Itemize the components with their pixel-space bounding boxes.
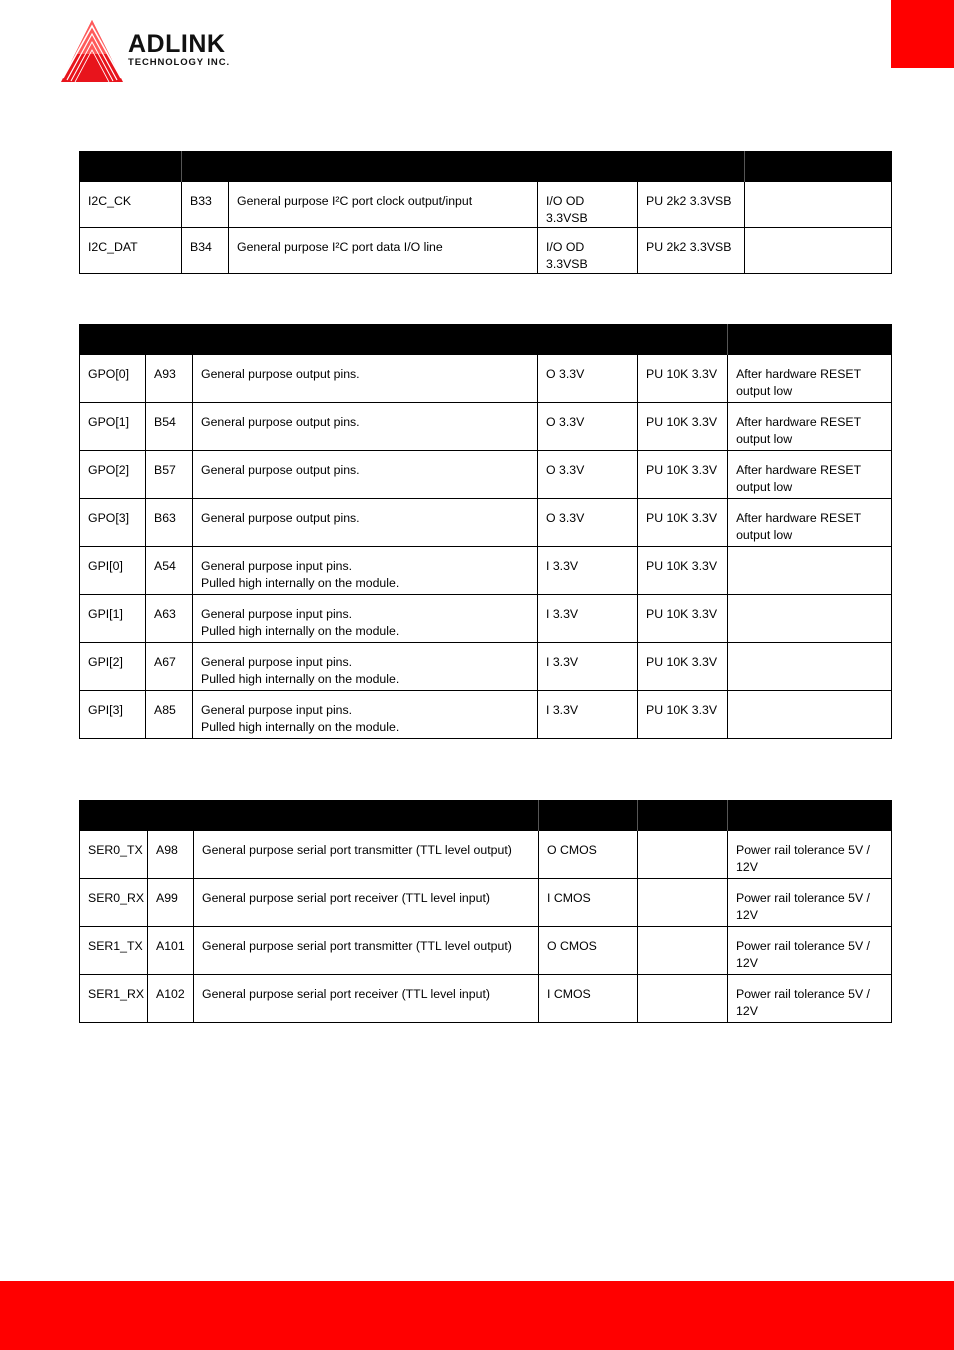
gpio-signal-table [79,324,892,739]
comment-line: Power rail tolerance 5V / [736,987,870,1001]
description-line: General purpose input pins. [201,655,353,669]
description-cell: General purpose I²C port clock output/input [229,182,538,228]
header-cell [80,324,728,355]
io-cell: I CMOS [539,879,638,927]
signal-cell: I2C_DAT [80,228,182,274]
description-line: Pulled high internally on the module. [201,624,400,638]
header-cell [745,151,892,182]
pin-cell: A98 [148,831,194,879]
table-row [80,691,892,739]
comment-line: 12V [736,1004,758,1018]
pin-cell: A85 [146,691,193,739]
comment-line: After hardware RESET [736,511,862,525]
comment-cell [728,451,892,499]
table-row [80,403,892,451]
pu-pd-cell: PU 2k2 3.3VSB [638,182,745,228]
comment-line: After hardware RESET [736,463,862,477]
pu-pd-cell [638,879,728,927]
pin-cell: A93 [146,355,193,403]
description-line: General purpose input pins. [201,559,353,573]
table-header-row [80,324,892,355]
comment-cell [728,879,892,927]
header-cell [539,800,638,831]
comment-line: After hardware RESET [736,415,862,429]
description-line: General purpose output pins. [201,511,360,525]
header-cell [638,800,728,831]
table-row [80,879,892,927]
comment-line: 12V [736,956,758,970]
io-cell: O CMOS [539,927,638,975]
header-cell [182,151,745,182]
comment-line: output low [736,432,793,446]
comment-cell [728,595,892,643]
comment-cell [728,691,892,739]
io-cell: I 3.3V [538,547,638,595]
io-cell: O 3.3V [538,403,638,451]
pin-cell: A101 [148,927,194,975]
comment-line: Power rail tolerance 5V / [736,843,870,857]
pu-pd-cell [638,927,728,975]
table-row [80,975,892,1023]
description-cell [193,691,538,739]
pu-pd-cell: PU 10K 3.3V [638,403,728,451]
table-row [80,643,892,691]
description-line: General purpose output pins. [201,367,360,381]
comment-cell [728,643,892,691]
table-row [80,595,892,643]
comment-cell [728,403,892,451]
pu-pd-cell: PU 10K 3.3V [638,691,728,739]
comment-line: output low [736,384,793,398]
description-cell: General purpose serial port receiver (TTL level input) [194,879,539,927]
io-cell: I/O OD 3.3VSB [538,228,638,274]
table-row [80,547,892,595]
signal-cell: GPI[3] [80,691,146,739]
pin-cell: B54 [146,403,193,451]
table-row [80,831,892,879]
comment-line: output low [736,480,793,494]
comment-line: Power rail tolerance 5V / [736,939,870,953]
io-cell: O 3.3V [538,355,638,403]
serial-signal-table [79,800,892,1023]
comment-cell [745,182,892,228]
pin-cell: A63 [146,595,193,643]
io-cell: O 3.3V [538,451,638,499]
description-cell [193,451,538,499]
io-cell: O CMOS [539,831,638,879]
comment-cell [728,499,892,547]
pin-cell: A102 [148,975,194,1023]
io-cell: I 3.3V [538,691,638,739]
signal-cell: SER1_RX [80,975,148,1023]
pu-pd-cell: PU 10K 3.3V [638,547,728,595]
description-cell [193,643,538,691]
table-row [80,451,892,499]
io-cell: I CMOS [539,975,638,1023]
description-cell: General purpose serial port transmitter (TTL level output) [194,927,539,975]
description-cell [193,499,538,547]
signal-cell: GPO[3] [80,499,146,547]
pu-pd-cell [638,975,728,1023]
comment-line: Power rail tolerance 5V / [736,891,870,905]
pu-pd-cell: PU 10K 3.3V [638,355,728,403]
comment-cell [728,355,892,403]
pu-pd-cell: PU 10K 3.3V [638,643,728,691]
corner-tab [891,0,954,68]
table-row [80,927,892,975]
pin-cell: A67 [146,643,193,691]
footer-bar [0,1281,954,1350]
signal-cell: GPO[2] [80,451,146,499]
pu-pd-cell: PU 10K 3.3V [638,595,728,643]
table-header-row [80,800,892,831]
io-cell: I 3.3V [538,643,638,691]
table-row [80,499,892,547]
signal-cell: SER1_TX [80,927,148,975]
pin-cell: B34 [182,228,229,274]
pu-pd-cell [638,831,728,879]
comment-cell [728,831,892,879]
pin-cell: A54 [146,547,193,595]
header-cell [80,151,182,182]
signal-cell: SER0_RX [80,879,148,927]
adlink-logo [57,18,272,88]
description-line: General purpose input pins. [201,703,353,717]
description-cell: General purpose serial port receiver (TTL level input) [194,975,539,1023]
signal-cell: GPO[1] [80,403,146,451]
table-row [80,228,892,274]
description-cell [193,595,538,643]
description-line: General purpose output pins. [201,415,360,429]
description-line: Pulled high internally on the module. [201,576,400,590]
io-cell: I/O OD 3.3VSB [538,182,638,228]
pin-cell: A99 [148,879,194,927]
description-line: Pulled high internally on the module. [201,720,400,734]
table-row [80,355,892,403]
description-cell: General purpose I²C port data I/O line [229,228,538,274]
pin-cell: B33 [182,182,229,228]
description-cell: General purpose serial port transmitter (TTL level output) [194,831,539,879]
comment-line: 12V [736,860,758,874]
comment-cell [728,927,892,975]
header-cell [80,800,539,831]
io-cell: I 3.3V [538,595,638,643]
signal-cell: GPI[0] [80,547,146,595]
comment-line: output low [736,528,793,542]
io-cell: O 3.3V [538,499,638,547]
pin-cell: B63 [146,499,193,547]
pin-cell: B57 [146,451,193,499]
signal-cell: GPI[1] [80,595,146,643]
description-line: General purpose output pins. [201,463,360,477]
description-cell [193,547,538,595]
comment-line: After hardware RESET [736,367,862,381]
signal-cell: GPI[2] [80,643,146,691]
description-line: General purpose input pins. [201,607,353,621]
comment-cell [728,975,892,1023]
brand-tagline: TECHNOLOGY INC. [128,57,230,68]
table-row [80,182,892,228]
brand-name: ADLINK [128,30,226,58]
header-cell [728,324,892,355]
pu-pd-cell: PU 10K 3.3V [638,499,728,547]
pu-pd-cell: PU 2k2 3.3VSB [638,228,745,274]
comment-line: 12V [736,908,758,922]
signal-cell: I2C_CK [80,182,182,228]
signal-cell: GPO[0] [80,355,146,403]
description-cell [193,355,538,403]
pu-pd-cell: PU 10K 3.3V [638,451,728,499]
comment-cell [728,547,892,595]
header-cell [728,800,892,831]
adlink-triangle-icon [57,18,127,88]
signal-cell: SER0_TX [80,831,148,879]
description-cell [193,403,538,451]
i2c-signal-table [79,151,892,274]
comment-cell [745,228,892,274]
description-line: Pulled high internally on the module. [201,672,400,686]
table-header-row [80,151,892,182]
